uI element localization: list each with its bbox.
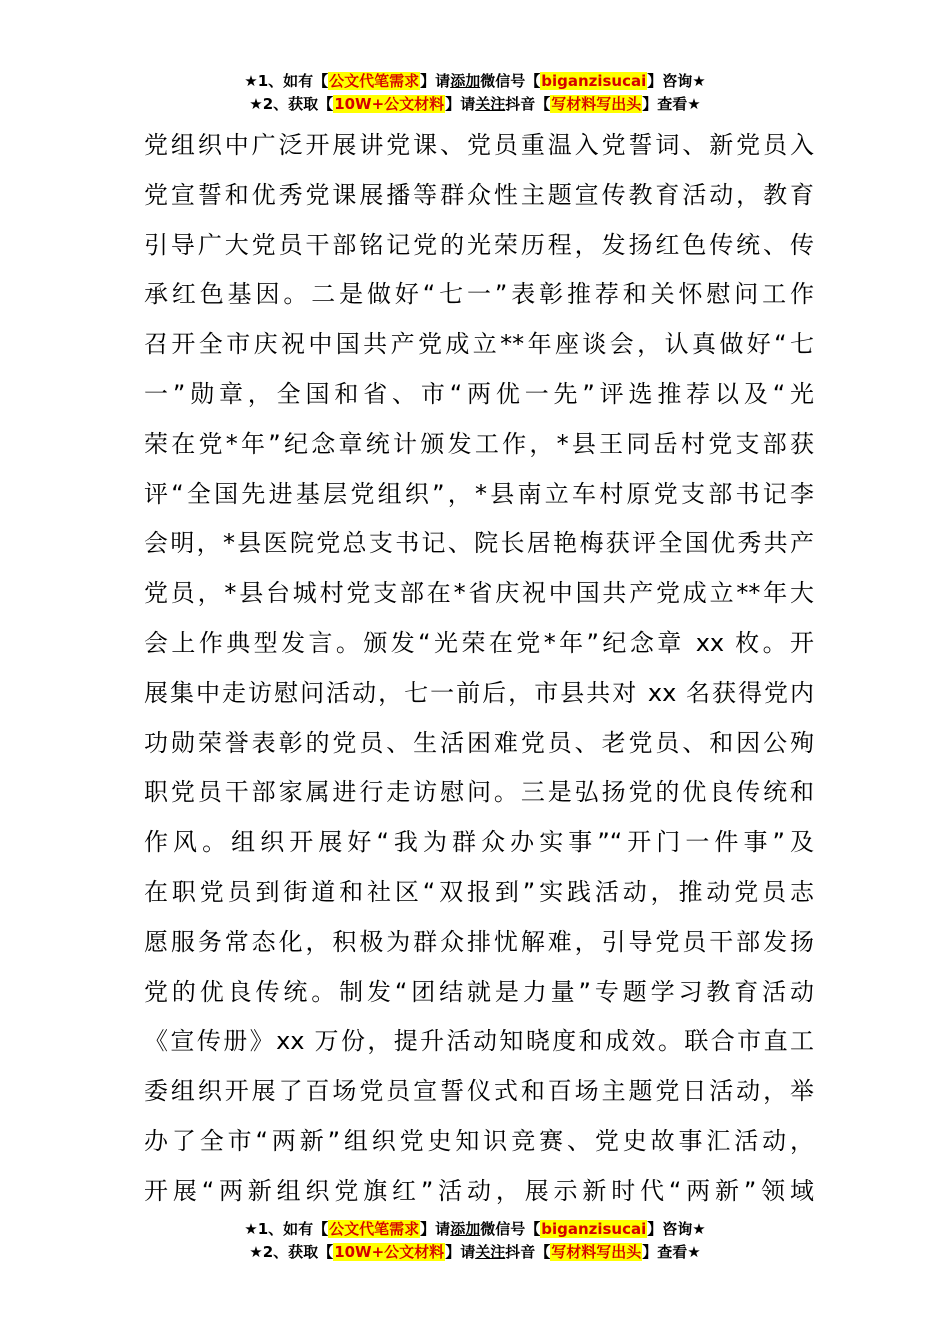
body-line: 党的优良传统。制发“团结就是力量”专题学习教育活动: [144, 977, 814, 1006]
banner-line-1-suffix: 】咨询★: [647, 72, 706, 90]
body-line: 开展“两新组织党旗红”活动，展示新时代“两新”领域: [144, 1176, 814, 1205]
banner-highlight-materials: 10W+公文材料: [334, 1243, 445, 1261]
banner-line-2-mid1: 】请: [445, 1243, 476, 1261]
banner-highlight-service: 公文代笔需求: [329, 72, 420, 90]
banner-highlight-service: 公文代笔需求: [329, 1220, 420, 1238]
banner-line-2-prefix: ★2、获取【: [249, 1243, 334, 1261]
body-line: 会明，*县医院党总支书记、院长居艳梅获评全国优秀共产: [144, 529, 814, 558]
body-line: 党员，*县台城村党支部在*省庆祝中国共产党成立**年大: [144, 579, 814, 608]
body-line: 职党员干部家属进行走访慰问。三是弘扬党的优良传统和: [144, 778, 814, 807]
body-line: 在职党员到街道和社区“双报到”实践活动，推动党员志: [144, 877, 814, 906]
banner-line-2-mid2: 抖音【: [505, 95, 551, 113]
body-line: 会上作典型发言。颁发“光荣在党*年”纪念章 xx 枚。开: [144, 628, 814, 657]
body-line: 召开全市庆祝中国共产党成立**年座谈会，认真做好“七: [144, 330, 814, 359]
body-line: 愿服务常态化，积极为群众排忧解难，引导党员干部发扬: [144, 927, 814, 956]
banner-highlight-douyin: 写材料写出头: [551, 95, 642, 113]
banner-line-1-mid1: 】请: [420, 72, 451, 90]
banner-line-2-suffix: 】查看★: [642, 95, 701, 113]
banner-line-2-mid1: 】请: [445, 95, 476, 113]
footer-banner: [0, 1218, 950, 1264]
body-line: 评“全国先进基层党组织”，*县南立车村原党支部书记李: [144, 479, 814, 508]
banner-highlight-materials: 10W+公文材料: [334, 95, 445, 113]
banner-line-1: [0, 70, 950, 93]
body-line: 荣在党*年”纪念章统计颁发工作，*县王同岳村党支部获: [144, 429, 814, 458]
body-line: 办了全市“两新”组织党史知识竞赛、党史故事汇活动，: [144, 1126, 814, 1155]
body-line: 党宣誓和优秀党课展播等群众性主题宣传教育活动，教育: [144, 180, 814, 209]
banner-line-1-mid2: 微信号【: [480, 1220, 541, 1238]
banner-line-1-mid2: 微信号【: [480, 72, 541, 90]
banner-line-2-prefix: ★2、获取【: [249, 95, 334, 113]
banner-underlined-add: 添加: [450, 72, 481, 90]
body-line: 作风。组织开展好“我为群众办实事”“开门一件事”及: [144, 828, 814, 857]
banner-underlined-follow: 关注: [475, 1243, 506, 1261]
body-line: 引导广大党员干部铭记党的光荣历程，发扬红色传统、传: [144, 230, 814, 259]
banner-highlight-wechat-id: biganzisucai: [541, 1220, 647, 1238]
banner-highlight-wechat-id: biganzisucai: [541, 72, 647, 90]
banner-line-2-suffix: 】查看★: [642, 1243, 701, 1261]
banner-line-2: [0, 1241, 950, 1264]
body-line: 展集中走访慰问活动，七一前后，市县共对 xx 名获得党内: [144, 678, 814, 707]
document-body: [144, 121, 814, 1217]
banner-underlined-follow: 关注: [475, 95, 506, 113]
body-line: 一”勋章，全国和省、市“两优一先”评选推荐以及“光: [144, 379, 814, 408]
body-line: 委组织开展了百场党员宣誓仪式和百场主题党日活动，举: [144, 1077, 814, 1106]
banner-line-1-mid1: 】请: [420, 1220, 451, 1238]
banner-line-1-prefix: ★1、如有【: [244, 72, 329, 90]
body-line: 党组织中广泛开展讲党课、党员重温入党誓词、新党员入: [144, 131, 814, 159]
banner-underlined-add: 添加: [450, 1220, 481, 1238]
body-line: 承红色基因。二是做好“七一”表彰推荐和关怀慰问工作: [144, 280, 814, 309]
banner-highlight-douyin: 写材料写出头: [551, 1243, 642, 1261]
banner-line-1: [0, 1218, 950, 1241]
banner-line-1-prefix: ★1、如有【: [244, 1220, 329, 1238]
banner-line-2-mid2: 抖音【: [505, 1243, 551, 1261]
banner-line-1-suffix: 】咨询★: [647, 1220, 706, 1238]
body-line: 《宣传册》xx 万份，提升活动知晓度和成效。联合市直工: [144, 1027, 814, 1056]
body-line: 功勋荣誉表彰的党员、生活困难党员、老党员、和因公殉: [144, 728, 814, 757]
header-banner: [0, 70, 950, 116]
banner-line-2: [0, 93, 950, 116]
